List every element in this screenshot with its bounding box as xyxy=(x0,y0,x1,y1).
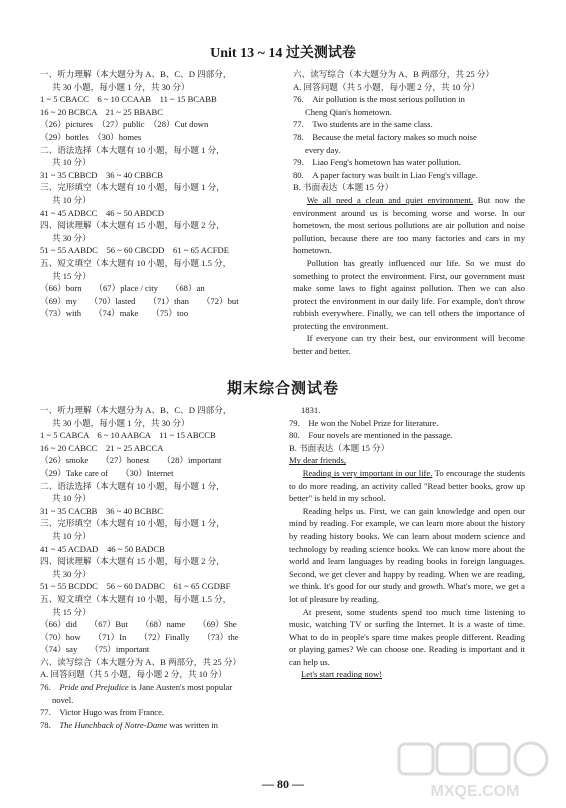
essay-paragraph xyxy=(293,194,525,257)
answer-line: （73）with （74）make （75）too xyxy=(40,308,188,319)
essay-underlined-sentence: Reading is very important in our life. xyxy=(302,467,433,478)
essay-paragraph xyxy=(289,467,525,505)
essay-paragraph: Reading helps us. First, we can gain knowledge and open our mind by reading. For example, we can learn more about the history by reading history books. We can learn about modern science and technology by reading science books. We can know more about the world and learn languages by reading books in foreign languages. Second, we get clever and happy by reading. When we are reading, we think. It's good for our study and growth. What's more, we get a lot of pleasure by reading. xyxy=(289,505,525,604)
answer-line: （29）Take care of （30）Internet xyxy=(40,467,174,478)
answer-line: 1831. xyxy=(301,405,321,415)
answer-line: 共 15 分） xyxy=(52,606,91,617)
letter-closing: Let's start reading now! xyxy=(301,669,383,680)
answer-line: （70）how （71）In （72）Finally （73）the xyxy=(40,631,239,642)
answer-text: was written in xyxy=(167,719,218,730)
answer-line: 16 ~ 20 CABCC 21 ~ 25 ABCCA xyxy=(40,442,164,453)
answer-line: 77. Victor Hugo was from France. xyxy=(40,707,165,718)
answer-line: 16 ~ 20 BCBCA 21 ~ 25 BBABC xyxy=(40,106,163,117)
answer-line: B. 书面表达（本题 15 分） xyxy=(293,182,394,193)
answer-line: 一、听力理解（本大题分为 A、B、C、D 四部分， xyxy=(40,69,232,79)
answer-line: 一、听力理解（本大题分为 A、B、C、D 四部分， xyxy=(40,405,232,415)
answer-line: 77. Two students are in the same class. xyxy=(293,119,433,130)
answer-line: 六、读写综合（本大题分为 A、B 两部分，共 25 分） xyxy=(40,656,242,667)
answer-line: （66）did （67）But （68）name （69）She xyxy=(40,619,237,630)
question-number: 76. xyxy=(40,682,60,693)
answer-line: 41 ~ 45 ACDAD 46 ~ 50 BADCB xyxy=(40,543,165,554)
answer-line: every day. xyxy=(305,144,341,155)
answer-line: （29）bottles （30）homes xyxy=(40,131,142,142)
page-number: — 80 — xyxy=(262,777,304,791)
letter-greeting: My dear friends, xyxy=(289,455,347,466)
essay-text: To encourage the students to do more reading, an activity called "Read better books, grow up better" is held in my school. xyxy=(289,467,525,504)
answer-line: 51 ~ 55 AABDC 56 ~ 60 CBCDD 61 ~ 65 ACFDE xyxy=(40,245,229,256)
essay-text: But now the environment around us is becoming worse and worse. In our hometown, the most serious pollutions are air pollution and noise pollution, because there are too many factories and cars in my hometown. xyxy=(293,194,525,256)
answer-line: 共 30 分） xyxy=(52,232,91,243)
book-title: Pride and Prejudice xyxy=(59,682,129,693)
answer-line: 三、完形填空（本大题有 10 小题，每小题 1 分， xyxy=(40,182,225,193)
answer-line: 79. He won the Nobel Prize for literature. xyxy=(289,417,439,428)
answer-line: novel. xyxy=(52,694,74,705)
watermark-logo xyxy=(395,740,555,802)
unit-test-answers-left xyxy=(40,68,280,320)
answer-line: 四、阅读理解（本大题有 15 小题，每小题 2 分， xyxy=(40,556,225,567)
answer-line: A. 回答问题（共 5 小题，每小题 2 分，共 10 分） xyxy=(293,81,480,92)
answer-line: 五、短文填空（本大题有 10 小题，每小题 1.5 分， xyxy=(40,593,232,604)
answer-line: 共 30 小题，每小题 1 分，共 30 分） xyxy=(52,417,190,428)
answer-line: A. 回答问题（共 5 小题，每小题 2 分，共 10 分） xyxy=(40,669,227,680)
answer-line: 1 ~ 5 CBACC 6 ~ 10 CCAAB 11 ~ 15 BCABB xyxy=(40,94,217,105)
final-test-answers-right xyxy=(289,404,525,681)
answer-line: 1 ~ 5 CABCA 6 ~ 10 AABCA 11 ~ 15 ABCCB xyxy=(40,430,216,441)
answer-line: 76. Air pollution is the most serious pollution in xyxy=(293,94,465,105)
answer-line: 二、语法选择（本大题有 10 小题，每小题 1 分， xyxy=(40,144,225,155)
answer-line: 共 30 小题，每小题 1 分，共 30 分） xyxy=(52,81,190,92)
answer-line: （74）say （75）important xyxy=(40,644,150,655)
answer-line: 79. Liao Feng's hometown has water pollution. xyxy=(293,157,461,168)
answer-line: 共 10 分） xyxy=(52,194,91,205)
answer-line: （26）pictures （27）public （28）Cut down xyxy=(40,119,209,130)
question-number: 78. xyxy=(40,719,60,730)
answer-line xyxy=(40,681,280,694)
essay-paragraph: If everyone can try their best, our environment will become better and better. xyxy=(293,333,525,357)
unit-test-answers-right xyxy=(293,68,525,358)
answer-line: 三、完形填空（本大题有 10 小题，每小题 1 分， xyxy=(40,518,225,529)
answer-line: 31 ~ 35 CBBCD 36 ~ 40 CBBCB xyxy=(40,169,163,180)
answer-line: 四、阅读理解（本大题有 15 小题，每小题 2 分， xyxy=(40,220,225,231)
answer-line: 80. A paper factory was built in Liao Feng's village. xyxy=(293,169,478,180)
answer-line: 31 ~ 35 CACBB 36 ~ 40 BCBBC xyxy=(40,505,163,516)
answer-line: 78. Because the metal factory makes so much noise xyxy=(293,131,477,142)
answer-line: 五、短文填空（本大题有 10 小题，每小题 1.5 分， xyxy=(40,257,232,268)
answer-line: 80. Four novels are mentioned in the passage. xyxy=(289,430,453,441)
answer-line: 41 ~ 45 ADBCC 46 ~ 50 ABDCD xyxy=(40,207,164,218)
essay-paragraph: At present, some students spend too much time listening to music, watching TV or surfing the Internet. It is a waste of time. What to do in people's spare time makes people different. Reading or playing games? We can choose one. Reading is important and it can help us. xyxy=(289,606,525,667)
essay-underlined-sentence: We all need a clean and quiet environment. xyxy=(306,194,474,205)
answer-line: 共 10 分） xyxy=(52,157,91,168)
final-test-answers-left xyxy=(40,404,280,731)
essay-paragraph: Pollution has greatly influenced our life. So we must do something to protect the environment. First, our government must make some laws to fight against pollution. Then we can also protect the environment in our daily life. For example, don't throw rubbish everywhere. Finally, we can tell others the importance of protecting the environment. xyxy=(293,257,525,331)
answer-line: Cheng Qian's hometown. xyxy=(305,106,392,117)
answer-line: 共 10 分） xyxy=(52,493,91,504)
answer-line: （66）born （67）place / city （68）an xyxy=(40,283,205,294)
answer-line: 共 10 分） xyxy=(52,530,91,541)
answer-line: 51 ~ 55 BCDDC 56 ~ 60 DADBC 61 ~ 65 CGDBF xyxy=(40,581,231,592)
answer-text: is Jane Austen's most popular xyxy=(128,682,233,693)
answer-line: （69）my （70）lasted （71）than （72）but xyxy=(40,295,239,306)
final-test-title: 期末综合测试卷 xyxy=(226,381,339,397)
answer-line: 共 30 分） xyxy=(52,568,91,579)
answer-line: 六、读写综合（本大题分为 A、B 两部分，共 25 分） xyxy=(293,69,495,79)
answer-line: B. 书面表达（本题 15 分） xyxy=(289,442,390,453)
answer-line: （26）smoke （27）honest （28）important xyxy=(40,455,222,466)
watermark-text: MXQE.COM xyxy=(430,783,520,800)
answer-line: 共 15 分） xyxy=(52,270,91,281)
answer-line xyxy=(40,719,280,732)
book-title: The Hunchback of Notre-Dame xyxy=(59,719,168,730)
answer-line: 二、语法选择（本大题有 10 小题，每小题 1 分， xyxy=(40,480,225,491)
unit-test-title: Unit 13 ~ 14 过关测试卷 xyxy=(210,46,356,61)
